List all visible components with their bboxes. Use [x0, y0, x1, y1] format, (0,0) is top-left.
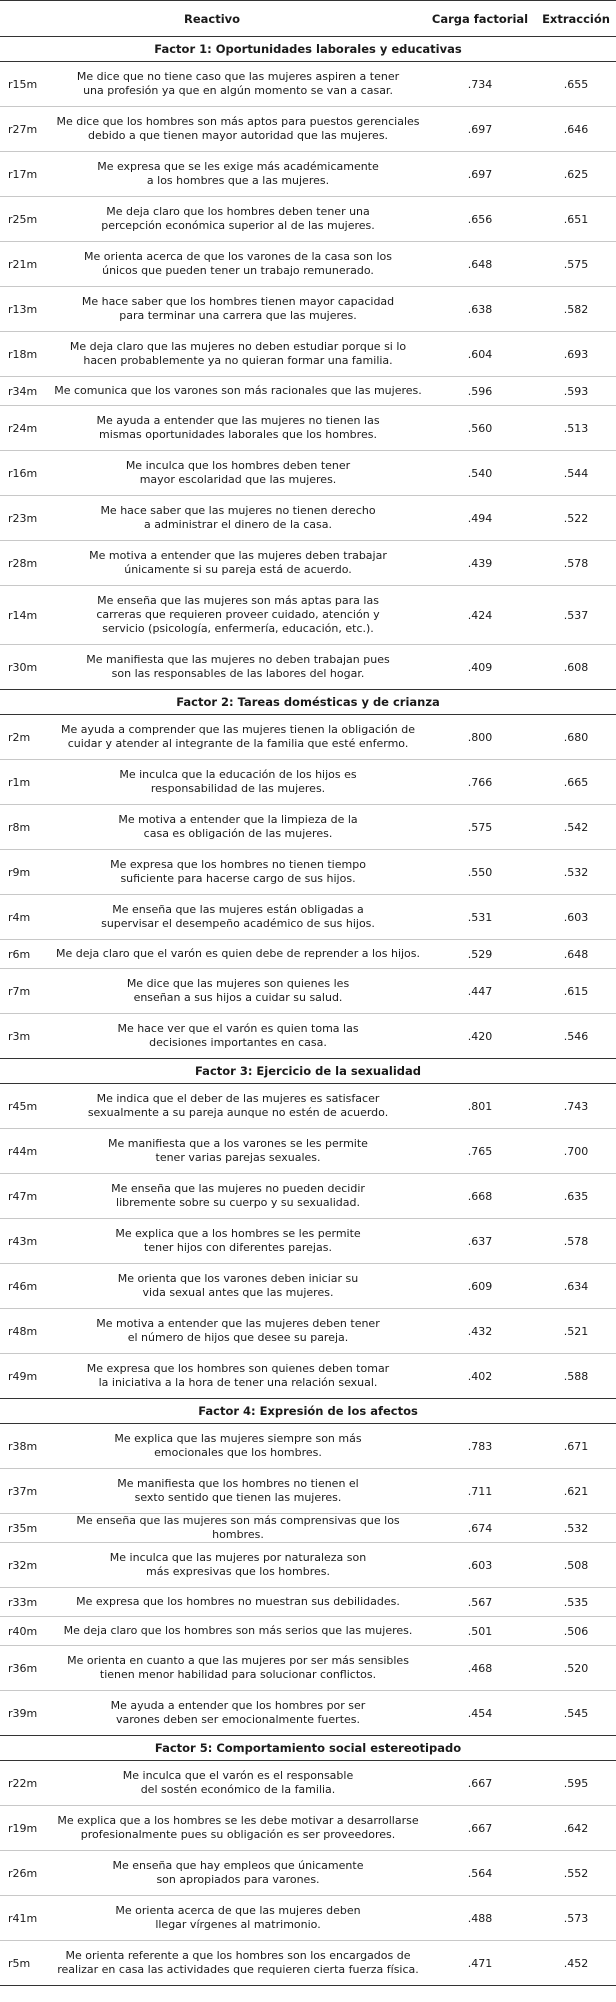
- item-load: .656: [424, 197, 536, 242]
- item-load: .494: [424, 496, 536, 541]
- item-extraction: .615: [536, 969, 616, 1014]
- item-text: Me enseña que las mujeres son más comprensivas que los hombres.: [52, 1514, 424, 1543]
- item-load: .801: [467, 1099, 493, 1113]
- item-id: r33m: [0, 1588, 52, 1617]
- table-row: [0, 197, 616, 242]
- item-id: r38m: [8, 1439, 38, 1453]
- item-extraction: .578: [536, 541, 616, 586]
- item-extraction: .573: [536, 1896, 616, 1941]
- header-item: Reactivo: [0, 1, 424, 37]
- item-extraction: .648: [536, 940, 616, 969]
- item-text: Me orienta que los varones deben iniciar su vida sexual antes que las mujeres.: [52, 1264, 424, 1309]
- item-id: r37m: [0, 1469, 52, 1514]
- table-row: [0, 406, 616, 451]
- item-id: r13m: [0, 287, 52, 332]
- item-text: Me hace saber que los hombres tienen mayor capacidad para terminar una carrera que las mujeres.: [52, 287, 424, 332]
- item-id: r17m: [0, 152, 52, 197]
- item-load: .800: [467, 730, 493, 744]
- item-text: Me enseña que las mujeres no pueden decidir libremente sobre su cuerpo y su sexualidad.: [52, 1174, 424, 1219]
- item-id: r47m: [0, 1174, 52, 1219]
- item-extraction: .552: [536, 1851, 616, 1896]
- table-header-row: [0, 1, 616, 37]
- item-id: r49m: [0, 1354, 52, 1399]
- item-text: Me ayuda a entender que las mujeres no tienen las mismas oportunidades laborales que los hombres.: [52, 406, 424, 451]
- item-id: r1m: [0, 760, 52, 805]
- item-load: .765: [424, 1129, 536, 1174]
- item-id: r18m: [0, 332, 52, 377]
- table-row: [0, 1941, 616, 1986]
- item-text: Me deja claro que el varón es quien debe de reprender a los hijos.: [52, 940, 424, 969]
- item-load: .604: [424, 332, 536, 377]
- item-text: Me ayuda a entender que los hombres por ser varones deben ser emocionalmente fuertes.: [52, 1691, 424, 1736]
- item-text: Me manifiesta que los hombres no tienen el sexto sentido que tienen las mujeres.: [52, 1469, 424, 1514]
- table-row: [0, 969, 616, 1014]
- item-load: .567: [424, 1588, 536, 1617]
- item-load: .402: [424, 1354, 536, 1399]
- item-text: Me indica que el deber de las mujeres es satisfacer sexualmente a su pareja aunque no estén de acuerdo.: [87, 1092, 389, 1119]
- item-id: r24m: [0, 406, 52, 451]
- table-row: [0, 760, 616, 805]
- item-id: r35m: [0, 1514, 52, 1543]
- item-id: r19m: [0, 1806, 52, 1851]
- item-extraction: .743: [563, 1099, 589, 1113]
- item-load: .697: [424, 107, 536, 152]
- item-id: r45m: [8, 1099, 38, 1113]
- item-load: .409: [424, 645, 536, 690]
- table-row: [0, 451, 616, 496]
- factor-heading-row: [0, 1399, 616, 1424]
- item-text: Me deja claro que los hombres son más serios que las mujeres.: [52, 1617, 424, 1646]
- factor-title: Factor 2: Tareas domésticas y de crianza: [0, 690, 616, 715]
- item-extraction: .452: [536, 1941, 616, 1986]
- item-extraction: .537: [536, 586, 616, 645]
- item-id: r43m: [0, 1219, 52, 1264]
- item-text: Me explica que las mujeres siempre son más emocionales que los hombres.: [114, 1432, 362, 1459]
- table-row: [0, 152, 616, 197]
- item-text: Me expresa que los hombres son quienes deben tomar la iniciativa a la hora de tener una relación sexual.: [52, 1354, 424, 1399]
- item-extraction: .646: [536, 107, 616, 152]
- item-id: r16m: [0, 451, 52, 496]
- item-id: r8m: [0, 805, 52, 850]
- item-load: .540: [424, 451, 536, 496]
- item-text: Me manifiesta que a los varones se les permite tener varias parejas sexuales.: [52, 1129, 424, 1174]
- item-text: Me expresa que se les exige más académicamente a los hombres que a las mujeres.: [52, 152, 424, 197]
- table-row: [0, 1219, 616, 1264]
- table-row: [0, 1761, 616, 1806]
- item-extraction: .532: [536, 850, 616, 895]
- table-row: [0, 1806, 616, 1851]
- table-row: [0, 895, 616, 940]
- table-row: [0, 1588, 616, 1617]
- item-text: Me enseña que hay empleos que únicamente son apropiados para varones.: [52, 1851, 424, 1896]
- item-extraction: .522: [536, 496, 616, 541]
- item-load: .471: [424, 1941, 536, 1986]
- item-load: .711: [424, 1469, 536, 1514]
- item-extraction: .506: [536, 1617, 616, 1646]
- factor-heading-row: [0, 37, 616, 62]
- factor-heading-row: [0, 1059, 616, 1084]
- item-text: Me orienta acerca de que los varones de la casa son los únicos que pueden tener un trabajo remunerado.: [52, 242, 424, 287]
- item-extraction: .521: [536, 1309, 616, 1354]
- item-extraction: .608: [536, 645, 616, 690]
- table-row: [0, 287, 616, 332]
- item-text: Me enseña que las mujeres son más aptas para las carreras que requieren proveer cuidado, atención y servicio (psicología, enfermería, educación, etc.).: [52, 586, 424, 645]
- item-load: .439: [424, 541, 536, 586]
- item-extraction: .635: [536, 1174, 616, 1219]
- item-text: Me expresa que los hombres no muestran sus debilidades.: [52, 1588, 424, 1617]
- item-extraction: .508: [536, 1543, 616, 1588]
- item-text: Me hace ver que el varón es quien toma las decisiones importantes en casa.: [52, 1014, 424, 1059]
- item-load: .424: [424, 586, 536, 645]
- item-text: Me inculca que las mujeres por naturaleza son más expresivas que los hombres.: [52, 1543, 424, 1588]
- item-load: .550: [424, 850, 536, 895]
- item-load: .603: [424, 1543, 536, 1588]
- item-extraction: .544: [536, 451, 616, 496]
- item-id: r41m: [0, 1896, 52, 1941]
- item-id: r22m: [8, 1776, 38, 1790]
- item-load: .468: [424, 1646, 536, 1691]
- item-id: r2m: [8, 730, 31, 744]
- header-load: Carga factorial: [424, 1, 536, 37]
- item-extraction: .520: [536, 1646, 616, 1691]
- item-text: Me dice que los hombres son más aptos para puestos gerenciales debido a que tienen mayor autoridad que las mujeres.: [52, 107, 424, 152]
- item-extraction: .680: [563, 730, 589, 744]
- item-id: r30m: [0, 645, 52, 690]
- item-load: .564: [424, 1851, 536, 1896]
- item-extraction: .575: [536, 242, 616, 287]
- item-load: .668: [424, 1174, 536, 1219]
- item-text: Me dice que las mujeres son quienes les enseñan a sus hijos a cuidar su salud.: [52, 969, 424, 1014]
- item-extraction: .603: [536, 895, 616, 940]
- item-load: .638: [424, 287, 536, 332]
- item-text: Me inculca que los hombres deben tener mayor escolaridad que las mujeres.: [52, 451, 424, 496]
- header-extraction: Extracción: [536, 1, 616, 37]
- table-row: [0, 1514, 616, 1543]
- item-id: r7m: [0, 969, 52, 1014]
- table-row: [0, 1309, 616, 1354]
- factor-heading-row: [0, 690, 616, 715]
- item-text: Me motiva a entender que la limpieza de la casa es obligación de las mujeres.: [52, 805, 424, 850]
- item-load: .501: [424, 1617, 536, 1646]
- table-row: [0, 1851, 616, 1896]
- table-row: [0, 107, 616, 152]
- item-text: Me inculca que el varón es el responsable del sostén económico de la familia.: [122, 1769, 354, 1796]
- item-extraction: .625: [536, 152, 616, 197]
- item-id: r9m: [0, 850, 52, 895]
- item-text: Me motiva a entender que las mujeres deben tener el número de hijos que desee su pareja.: [52, 1309, 424, 1354]
- item-extraction: .655: [563, 77, 589, 91]
- item-extraction: .621: [536, 1469, 616, 1514]
- item-load: .454: [424, 1691, 536, 1736]
- item-extraction: .588: [536, 1354, 616, 1399]
- item-id: r39m: [0, 1691, 52, 1736]
- factor-title: Factor 3: Ejercicio de la sexualidad: [0, 1059, 616, 1084]
- item-text: Me motiva a entender que las mujeres deben trabajar únicamente si su pareja está de acuerdo.: [52, 541, 424, 586]
- factor-heading-row: [0, 1736, 616, 1761]
- item-id: r15m: [8, 77, 38, 91]
- item-load: .609: [424, 1264, 536, 1309]
- table-row: [0, 242, 616, 287]
- item-extraction: .671: [563, 1439, 589, 1453]
- item-text: Me explica que a los hombres se les debe motivar a desarrollarse profesionalmente pues su obligación es ser proveedores.: [52, 1806, 424, 1851]
- item-load: .488: [424, 1896, 536, 1941]
- item-load: .575: [424, 805, 536, 850]
- item-extraction: .593: [536, 377, 616, 406]
- item-load: .697: [424, 152, 536, 197]
- item-text: Me explica que a los hombres se les permite tener hijos con diferentes parejas.: [52, 1219, 424, 1264]
- table-row: [0, 1264, 616, 1309]
- item-load: .596: [424, 377, 536, 406]
- table-row: [0, 1424, 616, 1469]
- item-id: r14m: [0, 586, 52, 645]
- item-text: Me ayuda a comprender que las mujeres tienen la obligación de cuidar y atender al integrante de la familia que esté enfermo.: [61, 723, 415, 750]
- item-load: .734: [467, 77, 493, 91]
- factor-title: Factor 5: Comportamiento social estereotipado: [0, 1736, 616, 1761]
- item-extraction: .545: [536, 1691, 616, 1736]
- item-text: Me orienta en cuanto a que las mujeres por ser más sensibles tienen menor habilidad para solucionar conflictos.: [52, 1646, 424, 1691]
- table-row: [0, 1896, 616, 1941]
- item-extraction: .595: [563, 1776, 589, 1790]
- table-row: [0, 62, 616, 107]
- item-text: Me dice que no tiene caso que las mujeres aspiren a tener una profesión ya que en algún momento se van a casar.: [76, 70, 400, 97]
- table-row: [0, 1014, 616, 1059]
- item-load: .447: [424, 969, 536, 1014]
- table-row: [0, 586, 616, 645]
- item-text: Me orienta acerca de que las mujeres deben llegar vírgenes al matrimonio.: [52, 1896, 424, 1941]
- item-extraction: .546: [536, 1014, 616, 1059]
- item-id: r21m: [0, 242, 52, 287]
- table-row: [0, 1646, 616, 1691]
- item-load: .667: [424, 1806, 536, 1851]
- item-id: r25m: [0, 197, 52, 242]
- table-row: [0, 850, 616, 895]
- item-id: r28m: [0, 541, 52, 586]
- table-row: [0, 1691, 616, 1736]
- item-text: Me deja claro que los hombres deben tener una percepción económica superior al de las mujeres.: [52, 197, 424, 242]
- item-id: r6m: [0, 940, 52, 969]
- item-load: .432: [424, 1309, 536, 1354]
- table-row: [0, 1469, 616, 1514]
- item-id: r23m: [0, 496, 52, 541]
- table-row: [0, 1354, 616, 1399]
- item-extraction: .642: [536, 1806, 616, 1851]
- item-extraction: .532: [536, 1514, 616, 1543]
- factor-title: Factor 1: Oportunidades laborales y educativas: [0, 37, 616, 62]
- item-extraction: .578: [536, 1219, 616, 1264]
- item-extraction: .582: [536, 287, 616, 332]
- item-extraction: .542: [536, 805, 616, 850]
- item-load: .783: [467, 1439, 493, 1453]
- item-load: .420: [424, 1014, 536, 1059]
- item-id: r36m: [0, 1646, 52, 1691]
- item-extraction: .513: [536, 406, 616, 451]
- item-load: .766: [424, 760, 536, 805]
- item-load: .667: [467, 1776, 493, 1790]
- table-row: [0, 1543, 616, 1588]
- table-row: [0, 496, 616, 541]
- item-extraction: .665: [536, 760, 616, 805]
- item-load: .529: [424, 940, 536, 969]
- table-row: [0, 715, 616, 760]
- item-extraction: .693: [536, 332, 616, 377]
- item-id: r32m: [0, 1543, 52, 1588]
- table-row: [0, 377, 616, 406]
- item-load: .531: [424, 895, 536, 940]
- table-row: [0, 1174, 616, 1219]
- item-id: r5m: [0, 1941, 52, 1986]
- item-extraction: .651: [536, 197, 616, 242]
- table-row: [0, 332, 616, 377]
- item-text: Me orienta referente a que los hombres son los encargados de realizar en casa las actividades que requieren cierta fuerza física.: [52, 1941, 424, 1986]
- item-id: r48m: [0, 1309, 52, 1354]
- table-row: [0, 541, 616, 586]
- item-load: .637: [424, 1219, 536, 1264]
- item-id: r40m: [0, 1617, 52, 1646]
- item-load: .648: [424, 242, 536, 287]
- item-text: Me enseña que las mujeres están obligadas a supervisar el desempeño académico de sus hijos.: [52, 895, 424, 940]
- item-id: r34m: [0, 377, 52, 406]
- table-row: [0, 645, 616, 690]
- item-id: r46m: [0, 1264, 52, 1309]
- item-text: Me comunica que los varones son más racionales que las mujeres.: [52, 377, 424, 406]
- item-text: Me deja claro que las mujeres no deben estudiar porque si lo hacen probablemente ya no quieran formar una familia.: [52, 332, 424, 377]
- item-id: r26m: [0, 1851, 52, 1896]
- table-row: [0, 1129, 616, 1174]
- item-extraction: .535: [536, 1588, 616, 1617]
- item-text: Me inculca que la educación de los hijos es responsabilidad de las mujeres.: [52, 760, 424, 805]
- item-id: r4m: [0, 895, 52, 940]
- item-text: Me hace saber que las mujeres no tienen derecho a administrar el dinero de la casa.: [52, 496, 424, 541]
- table-row: [0, 1084, 616, 1129]
- item-extraction: .634: [536, 1264, 616, 1309]
- table-row: [0, 940, 616, 969]
- item-text: Me expresa que los hombres no tienen tiempo suficiente para hacerse cargo de sus hijos.: [52, 850, 424, 895]
- item-id: r3m: [0, 1014, 52, 1059]
- item-load: .560: [424, 406, 536, 451]
- item-load: .674: [424, 1514, 536, 1543]
- item-text: Me manifiesta que las mujeres no deben trabajan pues son las responsables de las labores del hogar.: [52, 645, 424, 690]
- table-row: [0, 805, 616, 850]
- table-row: [0, 1617, 616, 1646]
- item-id: r27m: [0, 107, 52, 152]
- factor-title: Factor 4: Expresión de los afectos: [0, 1399, 616, 1424]
- item-extraction: .700: [536, 1129, 616, 1174]
- table-body: [0, 37, 616, 1986]
- item-id: r44m: [0, 1129, 52, 1174]
